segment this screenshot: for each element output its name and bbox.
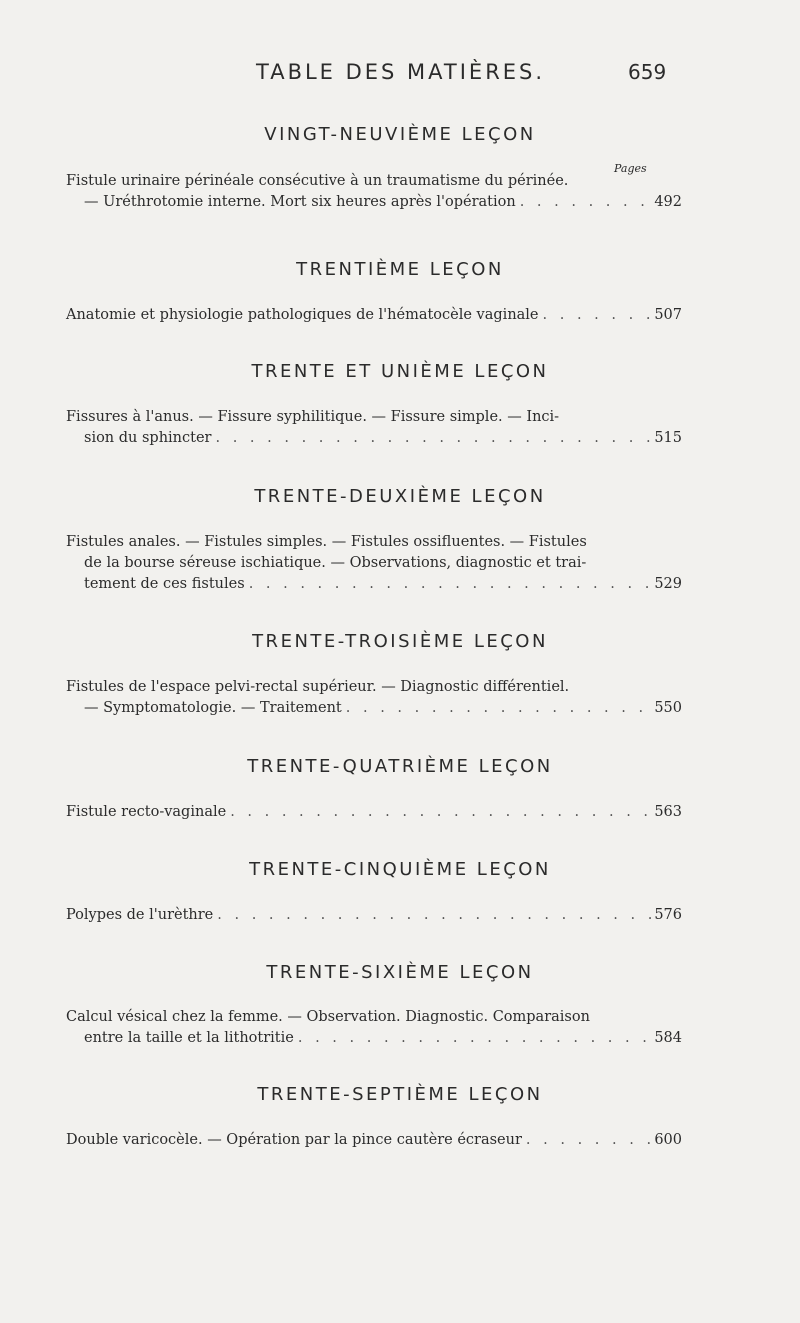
lesson-heading: TRENTIÈME LEÇON (296, 259, 504, 280)
entry-page-number: 584 (654, 1030, 682, 1046)
entry-text: Fistules de l'espace pelvi-rectal supérieur. — Diagnostic différentiel. (66, 679, 570, 695)
dot-leader (213, 905, 654, 926)
dot-leader (522, 1130, 654, 1151)
toc-entry[interactable] (66, 905, 682, 926)
entry-text: — Uréthrotomie interne. Mort six heures après l'opération (84, 194, 516, 210)
dot-leader (226, 802, 654, 823)
running-head (0, 60, 800, 90)
entry-text: Polypes de l'urèthre (66, 907, 214, 923)
entry-text: Fistules anales. — Fistules simples. — Fistules ossifluentes. — Fistules (66, 534, 587, 550)
entry-text: Fissures à l'anus. — Fissure syphilitique. — Fissure simple. — Inci- (66, 409, 560, 425)
toc-entry[interactable] (66, 532, 682, 595)
toc-entry[interactable] (66, 677, 682, 719)
dot-leader (539, 305, 654, 326)
lesson-heading: VINGT-NEUVIÈME LEÇON (264, 124, 536, 145)
entry-text: Double varicocèle. — Opération par la pince cautère écraseur (66, 1132, 522, 1148)
dot-leader (211, 428, 654, 449)
dot-leader (516, 192, 654, 213)
entry-page-number: 507 (654, 307, 682, 323)
entry-page-number: 563 (654, 804, 682, 820)
toc-entry[interactable] (66, 171, 682, 213)
entry-text: Calcul vésical chez la femme. — Observation. Diagnostic. Comparaison (66, 1009, 590, 1025)
entry-text: tement de ces fistules (84, 576, 245, 592)
dot-leader (342, 698, 654, 719)
entry-text: sion du sphincter (84, 430, 212, 446)
running-title: TABLE DES MATIÈRES. (256, 60, 546, 84)
toc-entry[interactable] (66, 1007, 682, 1049)
dot-leader (245, 574, 654, 595)
entry-text: — Symptomatologie. — Traitement (84, 700, 342, 716)
entry-page-number: 515 (654, 430, 682, 446)
toc-entry[interactable] (66, 802, 682, 823)
lesson-heading: TRENTE-QUATRIÈME LEÇON (247, 756, 553, 777)
entry-page-number: 529 (654, 576, 682, 592)
entry-page-number: 576 (654, 907, 682, 923)
lesson-heading: TRENTE-SIXIÈME LEÇON (266, 962, 534, 983)
lesson-heading: TRENTE-DEUXIÈME LEÇON (254, 486, 546, 507)
lesson-heading: TRENTE-SEPTIÈME LEÇON (257, 1084, 543, 1105)
entry-page-number: 492 (654, 194, 682, 210)
entry-text: Fistule recto-vaginale (66, 804, 227, 820)
dot-leader (294, 1028, 654, 1049)
pages-column-label: Pages (614, 162, 647, 175)
lesson-heading: TRENTE ET UNIÈME LEÇON (251, 361, 549, 382)
entry-page-number: 550 (654, 700, 682, 716)
page-number: 659 (628, 60, 667, 84)
entry-text: entre la taille et la lithotritie (84, 1030, 294, 1046)
lesson-heading: TRENTE-CINQUIÈME LEÇON (249, 859, 551, 880)
entry-page-number: 600 (654, 1132, 682, 1148)
toc-entry[interactable] (66, 305, 682, 326)
entry-text: Anatomie et physiologie pathologiques de l'hématocèle vaginale (66, 307, 539, 323)
entry-text: de la bourse séreuse ischiatique. — Observations, diagnostic et trai- (84, 555, 587, 571)
lesson-heading: TRENTE-TROISIÈME LEÇON (252, 631, 548, 652)
entry-text: Fistule urinaire périnéale consécutive à un traumatisme du périnée. (66, 173, 569, 189)
toc-entry[interactable] (66, 407, 682, 449)
toc-entry[interactable] (66, 1130, 682, 1151)
